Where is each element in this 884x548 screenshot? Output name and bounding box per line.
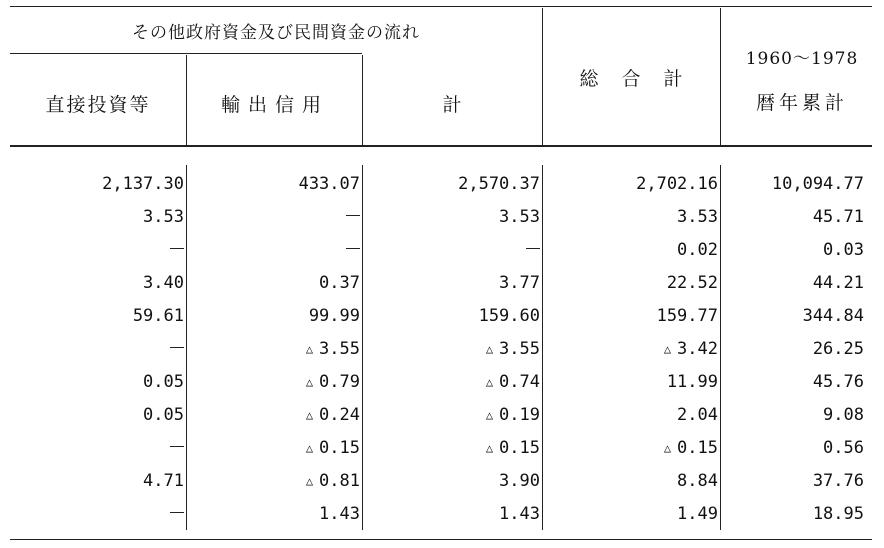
cell-export-credit: 1.43 — [319, 504, 360, 524]
cell-cumulative: 45.71 — [812, 207, 864, 227]
cell-direct-investment: 0.05 — [143, 405, 184, 425]
cell-number: 3.55 — [319, 339, 360, 359]
triangle-icon: △ — [305, 441, 314, 455]
cell-cumulative: 10,094.77 — [771, 174, 864, 194]
cell-subtotal: 3.90 — [499, 471, 540, 491]
cell-grand-total: 11.99 — [666, 372, 718, 392]
cell-export-credit — [190, 366, 360, 399]
col-divider-3-body — [542, 165, 543, 530]
triangle-icon: △ — [485, 342, 494, 356]
cell-cumulative: 37.76 — [812, 471, 864, 491]
cell-grand-total: 0.02 — [677, 240, 718, 260]
col-divider-3 — [542, 8, 543, 145]
cell-number: 0.81 — [319, 471, 360, 491]
cell-number: 0.15 — [499, 438, 540, 458]
cell-subtotal — [370, 399, 540, 432]
cell-export-credit — [190, 465, 360, 498]
cell-export-credit — [190, 234, 360, 267]
dash-mark — [346, 248, 360, 249]
cell-direct-investment — [14, 432, 184, 465]
cell-direct-investment — [14, 498, 184, 531]
triangle-icon: △ — [663, 342, 672, 356]
cell-direct-investment — [14, 234, 184, 267]
triangle-icon: △ — [663, 441, 672, 455]
cell-subtotal — [370, 432, 540, 465]
cell-cumulative: 18.95 — [812, 504, 864, 524]
bottom-border — [10, 539, 872, 540]
dash-mark — [170, 512, 184, 513]
cell-export-credit — [190, 399, 360, 432]
header-subtotal: 計 — [442, 94, 464, 116]
cell-number: 3.55 — [499, 339, 540, 359]
col-divider-2-body — [362, 165, 363, 530]
cell-number: 0.19 — [499, 405, 540, 425]
cell-grand-total: 3.53 — [677, 207, 718, 227]
triangle-icon: △ — [485, 375, 494, 389]
cell-export-credit: 433.07 — [298, 174, 360, 194]
cell-cumulative: 26.25 — [812, 339, 864, 359]
triangle-icon: △ — [305, 474, 314, 488]
cell-grand-total — [548, 432, 718, 465]
triangle-icon: △ — [305, 408, 314, 422]
header-direct-investment: 直接投資等 — [45, 94, 151, 116]
cell-grand-total: 2,702.16 — [636, 174, 718, 194]
cell-export-credit — [190, 333, 360, 366]
header-cumulative-label: 暦年累計 — [755, 92, 848, 114]
triangle-icon: △ — [305, 375, 314, 389]
cell-direct-investment — [14, 333, 184, 366]
cell-direct-investment: 3.53 — [143, 207, 184, 227]
cell-number: 3.42 — [677, 339, 718, 359]
cell-subtotal: 3.77 — [499, 273, 540, 293]
col-divider-1-body — [186, 165, 187, 530]
triangle-icon: △ — [305, 342, 314, 356]
cell-grand-total: 159.77 — [656, 306, 718, 326]
cell-export-credit: 0.37 — [319, 273, 360, 293]
header-cumulative-years: 1960～1978 — [745, 49, 859, 69]
dash-mark — [170, 248, 184, 249]
cell-cumulative: 45.76 — [812, 372, 864, 392]
cell-grand-total — [548, 333, 718, 366]
cell-subtotal: 159.60 — [478, 306, 540, 326]
cell-cumulative: 344.84 — [802, 306, 864, 326]
cell-number: 0.15 — [319, 438, 360, 458]
cell-cumulative: 0.03 — [823, 240, 864, 260]
cell-grand-total: 8.84 — [677, 471, 718, 491]
cell-subtotal: 2,570.37 — [458, 174, 540, 194]
col-divider-1 — [186, 55, 187, 145]
header-export-credit: 輸出信用 — [220, 94, 329, 116]
triangle-icon: △ — [485, 408, 494, 422]
triangle-icon: △ — [485, 441, 494, 455]
col-divider-4 — [720, 8, 721, 145]
cell-cumulative: 9.08 — [823, 405, 864, 425]
cell-export-credit: 99.99 — [308, 306, 360, 326]
cell-direct-investment: 4.71 — [143, 471, 184, 491]
cell-number: 0.24 — [319, 405, 360, 425]
dash-mark — [526, 248, 540, 249]
header-grand-total: 総 合 計 — [579, 68, 685, 90]
header-bottom-border — [10, 145, 872, 147]
dash-mark — [170, 446, 184, 447]
cell-direct-investment: 3.40 — [143, 273, 184, 293]
group-header-divider — [10, 53, 362, 54]
cell-direct-investment: 0.05 — [143, 372, 184, 392]
cell-subtotal — [370, 234, 540, 267]
cell-direct-investment: 59.61 — [132, 306, 184, 326]
group-header-title: その他政府資金及び民間資金の流れ — [132, 23, 420, 43]
cell-subtotal: 1.43 — [499, 504, 540, 524]
dash-mark — [346, 215, 360, 216]
cell-subtotal — [370, 366, 540, 399]
cell-number: 0.74 — [499, 372, 540, 392]
cell-direct-investment: 2,137.30 — [102, 174, 184, 194]
cell-cumulative: 0.56 — [823, 438, 864, 458]
cell-export-credit — [190, 201, 360, 234]
cell-export-credit — [190, 432, 360, 465]
top-border — [10, 6, 872, 7]
cell-number: 0.15 — [677, 438, 718, 458]
cell-subtotal — [370, 333, 540, 366]
cell-grand-total: 2.04 — [677, 405, 718, 425]
cell-grand-total: 22.52 — [666, 273, 718, 293]
cell-cumulative: 44.21 — [812, 273, 864, 293]
cell-number: 0.79 — [319, 372, 360, 392]
dash-mark — [170, 347, 184, 348]
col-divider-2 — [362, 55, 363, 145]
cell-grand-total: 1.49 — [677, 504, 718, 524]
cell-subtotal: 3.53 — [499, 207, 540, 227]
